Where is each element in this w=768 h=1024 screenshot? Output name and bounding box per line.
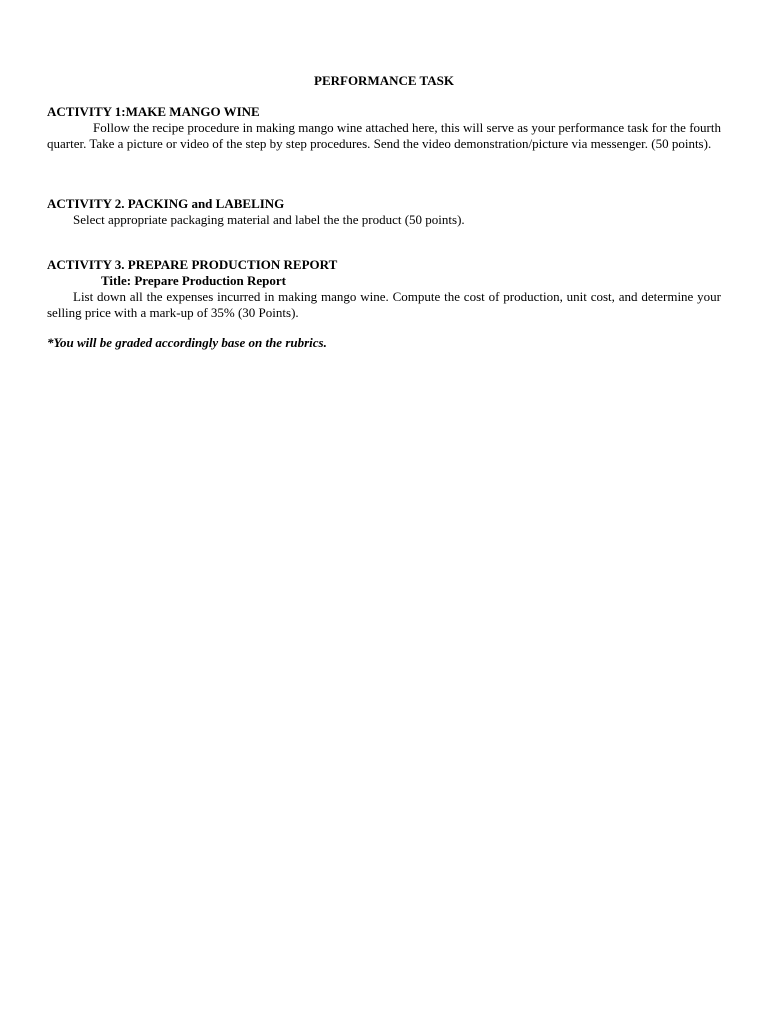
activity-3-body: List down all the expenses incurred in making mango wine. Compute the cost of production, unit cost, and determine your selling price with a mark-up of 35% (30 Points). — [47, 289, 721, 320]
activity-2-section — [47, 196, 721, 228]
activity-1-heading: ACTIVITY 1:MAKE MANGO WINE — [47, 104, 260, 119]
spacer — [47, 228, 721, 257]
grading-note: *You will be graded accordingly base on the rubrics. — [47, 335, 327, 350]
activity-2-body: Select appropriate packaging material and label the the product (50 points). — [73, 212, 465, 227]
activity-1-body: Follow the recipe procedure in making mango wine attached here, this will serve as your performance task for the fourth quarter. Take a picture or video of the step by step procedures. Send the video demonstration/picture via messenger. (50 points). — [47, 120, 721, 151]
spacer — [47, 152, 721, 196]
spacer — [47, 321, 721, 335]
activity-3-heading: ACTIVITY 3. PREPARE PRODUCTION REPORT — [47, 257, 338, 272]
activity-3-section — [47, 257, 721, 321]
activity-1-section — [47, 104, 721, 152]
activity-3-subtitle: Title: Prepare Production Report — [101, 273, 286, 288]
document-title: PERFORMANCE TASK — [314, 73, 454, 88]
activity-2-heading: ACTIVITY 2. PACKING and LABELING — [47, 196, 285, 211]
